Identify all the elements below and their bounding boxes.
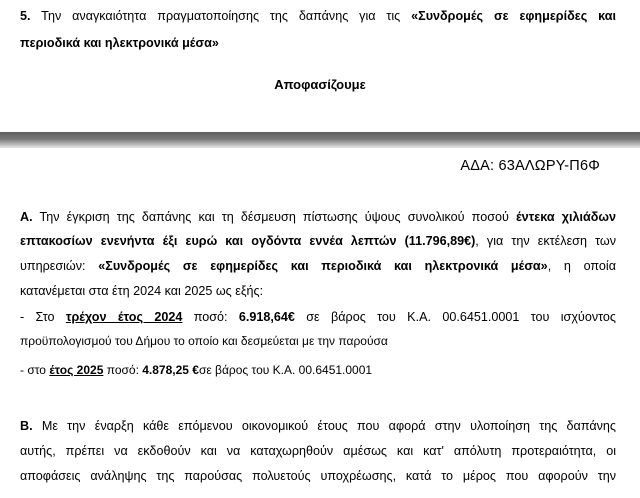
- section-a-amount-words-1: έντεκα χιλιάδων: [515, 210, 617, 224]
- section-b-line-1: [20, 419, 616, 434]
- section-a-line-6: προϋπολογισμού του Δήμου το οποίο και δεσμεύεται με την παρούσα: [20, 334, 388, 348]
- section-a-text-3b: , η οποία: [547, 259, 617, 273]
- item-5-text: Την αναγκαιότητα πραγματοποίησης της δαπάνης για τις: [30, 9, 412, 23]
- section-b-line-3: αποφάσεις ανάληψης της παρούσας πολυετούς υποχρέωσης, κατά το μέρος που αφορούν την: [20, 469, 616, 483]
- decision-heading: Αποφασίζουμε: [274, 77, 366, 92]
- section-a-l7-mid: ποσό:: [103, 363, 143, 377]
- section-a-line-7: [20, 363, 372, 378]
- section-a-line-5: [20, 310, 616, 325]
- item-5-bold-title-cont: περιοδικά και ηλεκτρονικά μέσα»: [20, 36, 219, 50]
- item-5-line-1: [20, 9, 616, 24]
- section-a-l7-suffix: σε βάρος του Κ.Α. 00.6451.0001: [198, 363, 373, 377]
- current-year-label: τρέχον έτος 2024: [65, 310, 183, 324]
- section-a-line-4: κατανέμεται στα έτη 2024 και 2025 ως εξής:: [20, 284, 264, 298]
- section-b-label: Β.: [20, 419, 33, 433]
- section-a-text-2: , για την εκτέλεση των: [475, 234, 616, 248]
- section-b-line-2: αυτής, πρέπει να εκδοθούν και να καταχωρηθούν αμέσως και κατ' απόλυτη προτεραιότητα, οι: [20, 444, 616, 458]
- item-5-line-2: [20, 36, 219, 51]
- page-break-divider: [0, 132, 640, 148]
- section-a-l5-prefix: - Στο: [20, 310, 66, 324]
- year-2025-label: έτος 2025: [49, 363, 104, 377]
- section-a-l7-prefix: - στο: [20, 363, 50, 377]
- ada-code: ΑΔΑ: 63ΑΛΩΡΥ-Π6Φ: [460, 158, 600, 174]
- section-a-line-1: [20, 210, 616, 225]
- section-a-text-1: Την έγκριση της δαπάνης και τη δέσμευση πίστωσης ύψους συνολικού ποσού: [32, 210, 516, 224]
- section-a-l5-mid: ποσό:: [182, 310, 239, 324]
- section-a-text-3: υπηρεσιών:: [20, 259, 99, 273]
- amount-2025: 4.878,25 €: [142, 363, 199, 377]
- section-a-line-2: [20, 234, 616, 249]
- section-a-l5-suffix: σε βάρος του Κ.Α. 00.6451.0001 του ισχύοντος: [294, 310, 616, 324]
- item-5-bold-title: «Συνδρομές σε εφημερίδες και: [411, 9, 616, 23]
- section-b-text-1: Με την έναρξη κάθε επόμενου οικονομικού έτους που αφορά στην υλοποίηση της δαπάνης: [32, 419, 616, 433]
- section-a-amount-words-2: επτακοσίων ενενήντα έξι ευρώ και ογδόντα εννέα λεπτών (11.796,89€): [20, 234, 476, 248]
- item-5-number: 5.: [20, 9, 31, 23]
- amount-2024: 6.918,64€: [238, 310, 295, 324]
- document-page-top: [0, 0, 640, 132]
- document-page-bottom: [0, 148, 640, 498]
- section-a-label: Α.: [20, 210, 33, 224]
- section-a-service-title: «Συνδρομές σε εφημερίδες και περιοδικά και ηλεκτρονικά μέσα»: [98, 259, 548, 273]
- section-a-line-3: [20, 259, 616, 274]
